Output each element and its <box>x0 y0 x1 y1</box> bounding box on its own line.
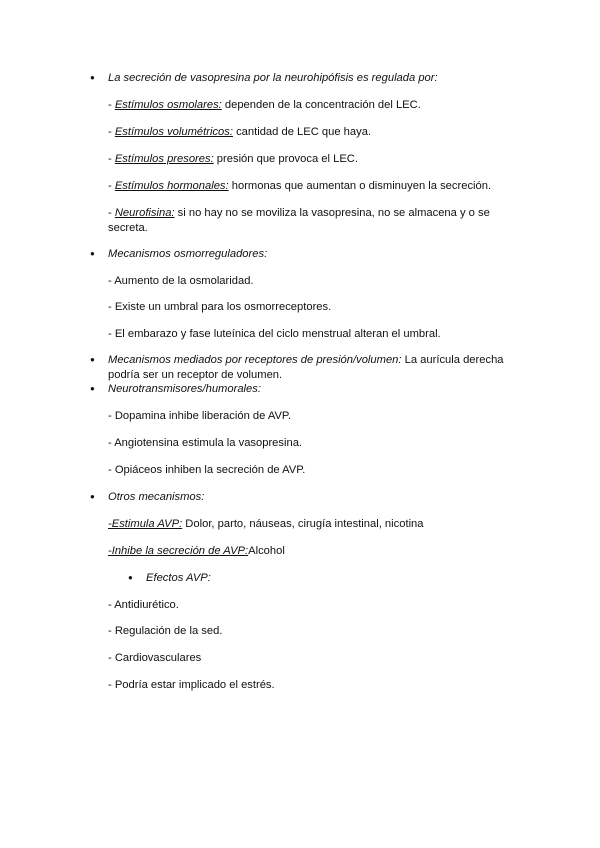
list-item: - Angiotensina estimula la vasopresina. <box>108 437 303 449</box>
section-heading-neurotransmisores: Neurotransmisores/humorales: <box>108 383 261 395</box>
list-item: - Aumento de la osmolaridad. <box>108 275 254 287</box>
list-item: - Antidiurético. <box>108 599 179 611</box>
bullet-icon: ● <box>90 384 95 393</box>
list-item: - Estímulos volumétricos: cantidad de LEC que haya. <box>108 126 372 138</box>
list-item: - Estímulos presores: presión que provoca el LEC. <box>108 153 358 165</box>
bullet-icon: ● <box>90 73 95 82</box>
list-item: - Podría estar implicado el estrés. <box>108 679 275 691</box>
bullet-icon: ● <box>90 249 95 258</box>
list-item: - Dopamina inhibe liberación de AVP. <box>108 410 292 422</box>
section-heading-otros-mecanismos: Otros mecanismos: <box>108 491 205 503</box>
section-text-continuation: podría ser un receptor de volumen. <box>108 369 283 381</box>
bullet-icon: ● <box>90 492 95 501</box>
list-item-continuation: secreta. <box>108 222 148 234</box>
list-item: - Estímulos osmolares: dependen de la concentración del LEC. <box>108 99 421 111</box>
list-item: - Estímulos hormonales: hormonas que aumentan o disminuyen la secreción. <box>108 180 492 192</box>
list-item: -Inhibe la secreción de AVP:Alcohol <box>108 545 285 557</box>
sub-heading-efectos-avp: Efectos AVP: <box>146 572 211 584</box>
list-item: - Regulación de la sed. <box>108 625 223 637</box>
list-item: - Existe un umbral para los osmorreceptores. <box>108 301 332 313</box>
list-item: -Estimula AVP: Dolor, parto, náuseas, cirugía intestinal, nicotina <box>108 518 424 530</box>
section-heading-vasopresina: La secreción de vasopresina por la neurohipófisis es regulada por: <box>108 72 438 84</box>
bullet-icon: ● <box>128 573 133 582</box>
bullet-icon: ● <box>90 355 95 364</box>
list-item: - Cardiovasculares <box>108 652 202 664</box>
list-item: - Neurofisina: si no hay no se moviliza la vasopresina, no se almacena y o se <box>108 207 490 219</box>
list-item: - Opiáceos inhiben la secreción de AVP. <box>108 464 306 476</box>
list-item: - El embarazo y fase luteínica del ciclo menstrual alteran el umbral. <box>108 328 441 340</box>
section-heading-osmorreguladores: Mecanismos osmorreguladores: <box>108 248 268 260</box>
section-heading-presion-volumen: Mecanismos mediados por receptores de presión/volumen: La aurícula derecha <box>108 354 504 366</box>
